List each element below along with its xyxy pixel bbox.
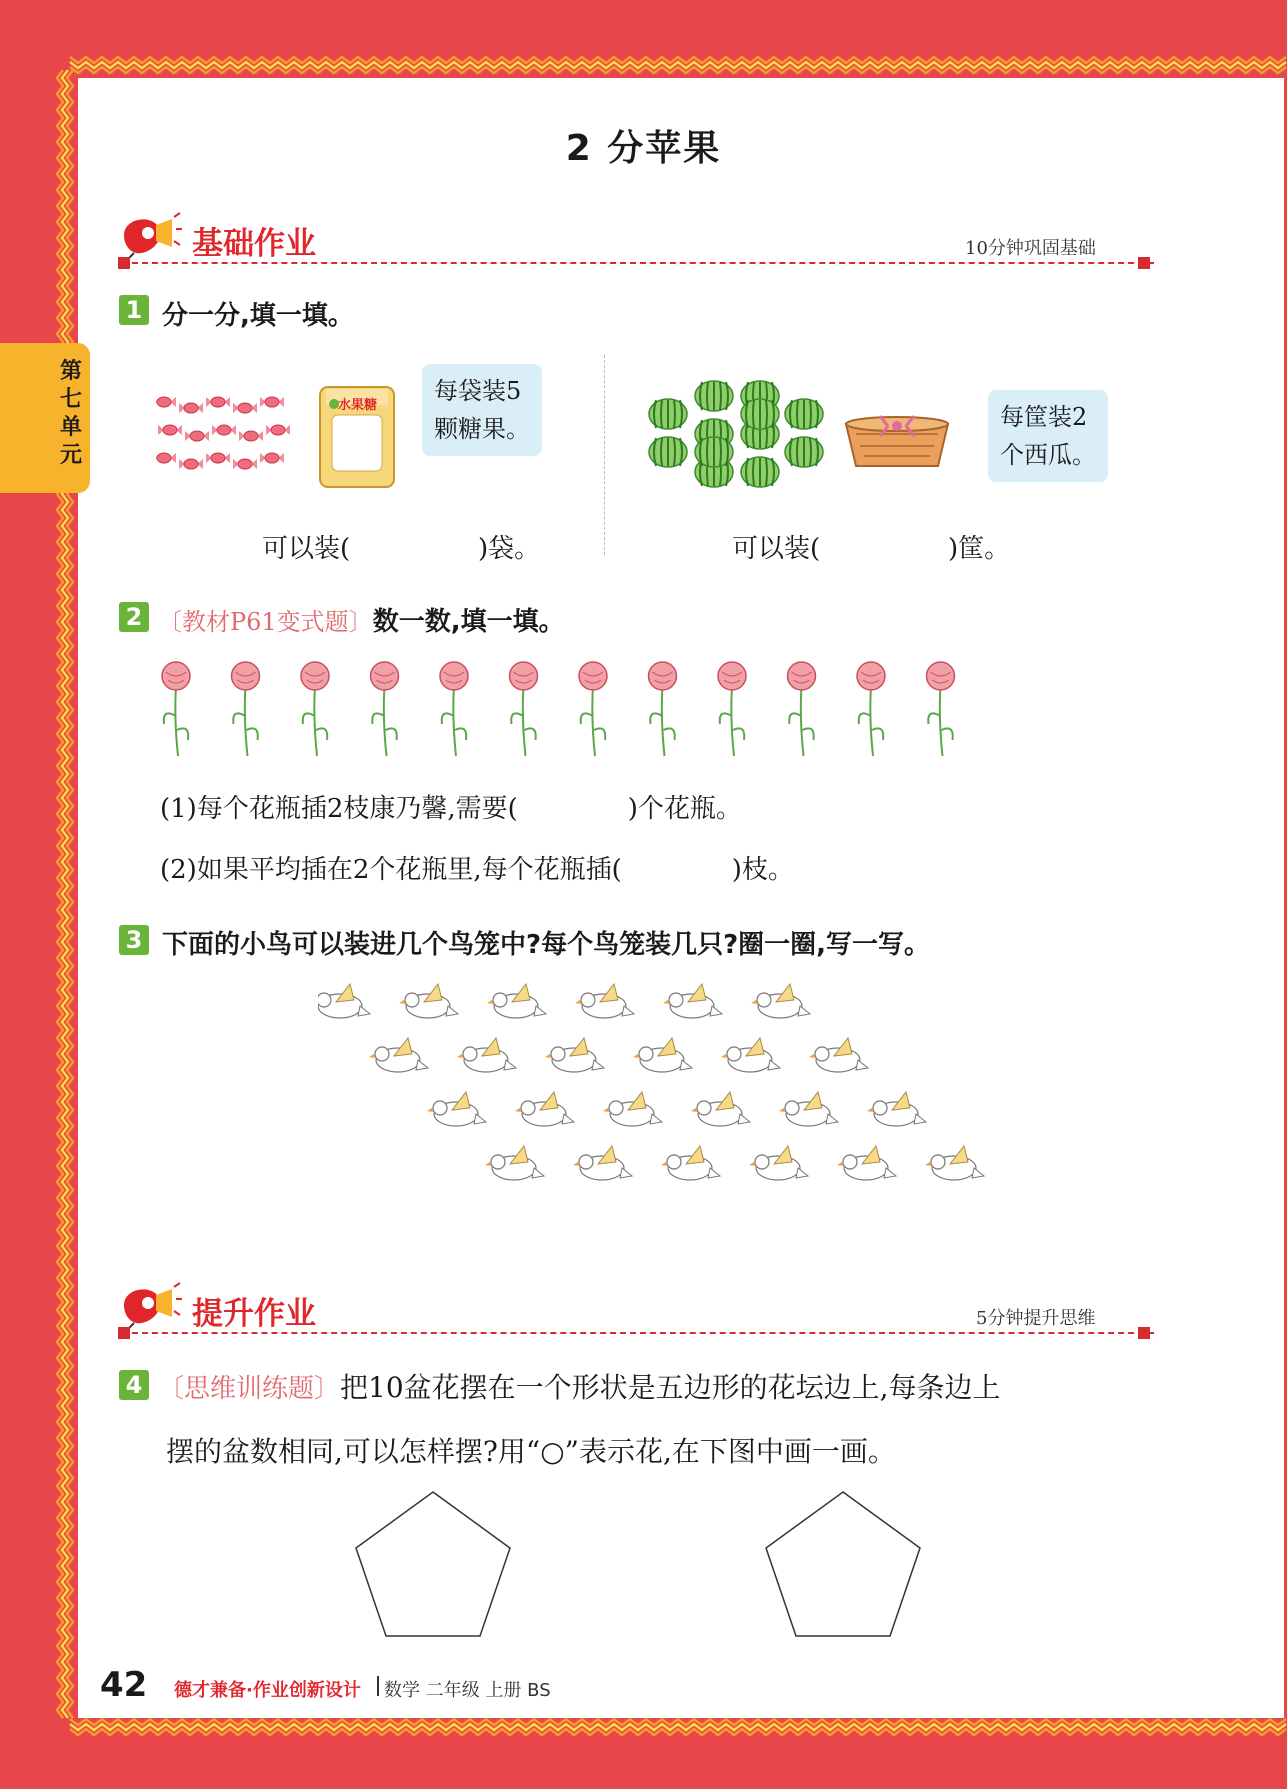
- candy: [212, 425, 236, 435]
- watermelon: [695, 437, 733, 467]
- right-answer-blank[interactable]: [842, 530, 942, 562]
- candy: [158, 425, 182, 435]
- bird: [663, 984, 722, 1018]
- left-answer-close: )袋。: [478, 534, 541, 564]
- bird: [867, 1092, 926, 1126]
- pentagon-drawing-area[interactable]: [352, 1490, 514, 1640]
- candy: [156, 397, 176, 407]
- footer-separator: [377, 1676, 379, 1696]
- section-divider: [122, 262, 1154, 264]
- left-answer-open: 可以装(: [262, 534, 351, 564]
- candy: [179, 403, 203, 413]
- candy: [179, 459, 203, 469]
- section-basic-note: 10分钟巩固基础: [965, 238, 1096, 259]
- bubble-line: 每袋装5: [434, 377, 522, 405]
- unit-side-label: 第七单元: [59, 359, 82, 468]
- watermelon: [741, 399, 779, 429]
- question-number: 2: [119, 602, 149, 632]
- right-answer-close: )筐。: [948, 534, 1011, 564]
- candy: [156, 453, 176, 463]
- section-advanced-title: 提升作业: [192, 1296, 316, 1332]
- question-number: 4: [119, 1370, 149, 1400]
- watermelon: [785, 399, 823, 429]
- carnation: [371, 662, 399, 756]
- carnation: [301, 662, 329, 756]
- footer-subtitle: 数学 二年级 上册 BS: [384, 1680, 551, 1701]
- watermelon: [741, 457, 779, 487]
- bird: [573, 1146, 632, 1180]
- candy: [233, 459, 257, 469]
- carnation: [718, 662, 746, 756]
- carnation: [440, 662, 468, 756]
- bird: [779, 1092, 838, 1126]
- right-speech-bubble: [988, 390, 1108, 482]
- sub1-after: )个花瓶。: [627, 794, 742, 824]
- q2-sub1-text: [160, 788, 742, 825]
- bird: [691, 1092, 750, 1126]
- bird: [399, 984, 458, 1018]
- bird: [749, 1146, 808, 1180]
- candy: [260, 453, 284, 463]
- carnation: [857, 662, 885, 756]
- bird: [809, 1038, 868, 1072]
- bubble-line: 颗糖果。: [434, 415, 530, 443]
- watermelon: [649, 399, 687, 429]
- bird: [427, 1092, 486, 1126]
- carnations-illustration: [150, 658, 970, 758]
- left-answer-blank[interactable]: [372, 530, 472, 562]
- question-tag: 〔教材P61变式题〕: [158, 608, 373, 636]
- question-text: 下面的小鸟可以装进几个鸟笼中?每个鸟笼装几只?圈一圈,写一写。: [162, 930, 931, 960]
- question-number: 1: [119, 295, 149, 325]
- watermelon: [785, 437, 823, 467]
- section-advanced-note: 5分钟提升思维: [976, 1308, 1096, 1329]
- question-text: 分一分,填一填。: [162, 301, 354, 331]
- divider-cap: [1138, 1327, 1150, 1339]
- watermelon: [649, 437, 687, 467]
- page-number: 42: [100, 1665, 148, 1705]
- sub2-after: )枝。: [731, 855, 794, 885]
- bird: [515, 1092, 574, 1126]
- bird: [751, 984, 810, 1018]
- watermelons-illustration: [648, 378, 833, 490]
- bird: [485, 1146, 544, 1180]
- q2-sub2-text: [160, 849, 794, 886]
- question-number: 3: [119, 925, 149, 955]
- pentagon-drawing-area[interactable]: [762, 1490, 924, 1640]
- page-title: 2 分苹果: [565, 128, 722, 169]
- balloon-icon: [116, 1277, 182, 1333]
- divider-cap: [1138, 257, 1150, 269]
- balloon-icon: [116, 207, 182, 263]
- candy: [185, 431, 209, 441]
- candy: [260, 397, 284, 407]
- question-tag: 〔思维训练题〕: [158, 1374, 341, 1404]
- question-line: [158, 601, 565, 638]
- carnation: [510, 662, 538, 756]
- bird: [575, 984, 634, 1018]
- candy: [266, 425, 290, 435]
- question-text: 数一数,填一填。: [372, 607, 565, 637]
- bird: [837, 1146, 896, 1180]
- carnation: [232, 662, 260, 756]
- candy: [239, 431, 263, 441]
- divider-cap: [118, 257, 130, 269]
- bird: [633, 1038, 692, 1072]
- bird: [603, 1092, 662, 1126]
- candies-illustration: [156, 390, 306, 480]
- sub2-before: (2)如果平均插在2个花瓶里,每个花瓶插(: [160, 855, 622, 885]
- section-divider: [122, 1332, 1154, 1334]
- bubble-line: 个西瓜。: [1000, 441, 1096, 469]
- carnation: [162, 662, 190, 756]
- q4-line1: [158, 1366, 1001, 1406]
- column-divider: [604, 355, 605, 555]
- carnation: [649, 662, 677, 756]
- right-answer-open: 可以装(: [732, 534, 821, 564]
- bird: [487, 984, 546, 1018]
- q4-text-line2: 摆的盆数相同,可以怎样摆?用“○”表示花,在下图中画一画。: [166, 1435, 896, 1468]
- candy: [206, 397, 230, 407]
- left-speech-bubble: [422, 364, 542, 456]
- section-basic-title: 基础作业: [192, 226, 316, 262]
- basket-icon: [842, 408, 952, 470]
- bird: [457, 1038, 516, 1072]
- carnation: [788, 662, 816, 756]
- candy: [206, 453, 230, 463]
- divider-cap: [118, 1327, 130, 1339]
- q4-text-line1: 把10盆花摆在一个形状是五边形的花坛边上,每条边上: [340, 1371, 1001, 1404]
- birds-illustration: [318, 976, 998, 1184]
- carnation: [579, 662, 607, 756]
- watermelon: [695, 381, 733, 411]
- bird: [369, 1038, 428, 1072]
- footer-brand: 德才兼备·作业创新设计: [174, 1680, 361, 1701]
- sub1-before: (1)每个花瓶插2枝康乃馨,需要(: [160, 794, 518, 824]
- bubble-line: 每筐装2: [1000, 403, 1088, 431]
- bird: [318, 984, 370, 1018]
- bird: [721, 1038, 780, 1072]
- bird: [545, 1038, 604, 1072]
- bird: [661, 1146, 720, 1180]
- candy: [233, 403, 257, 413]
- bird: [925, 1146, 984, 1180]
- carnation: [927, 662, 955, 756]
- candy-bag-label: 水果糖: [338, 398, 378, 413]
